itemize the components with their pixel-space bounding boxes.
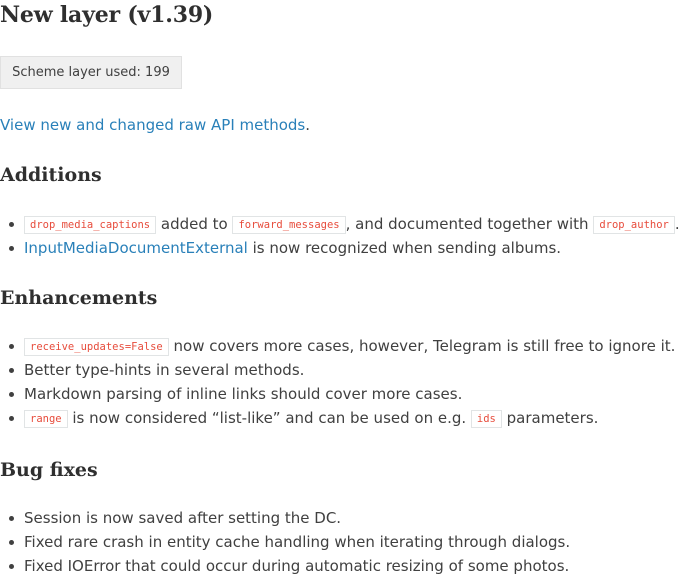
- list-item: Fixed IOError that could occur during automatic resizing of some photos.: [0, 554, 570, 578]
- code-forward-messages: forward_messages: [232, 216, 345, 234]
- enhancements-list: [0, 334, 675, 430]
- additions-heading: Additions: [0, 164, 102, 186]
- code-ids: ids: [471, 410, 502, 428]
- list-item-text: Markdown parsing of inline links should cover more cases.: [24, 385, 463, 403]
- list-item-text: now covers more cases, however, Telegram is still free to ignore it.: [168, 337, 676, 355]
- scheme-layer-note: [0, 56, 182, 89]
- bug-fixes-list: [0, 506, 570, 578]
- additions-list: [0, 212, 680, 260]
- list-item: [0, 334, 675, 358]
- list-item: [0, 382, 675, 406]
- bug-fixes-heading: Bug fixes: [0, 459, 98, 481]
- list-item: Fixed rare crash in entity cache handling when iterating through dialogs.: [0, 530, 570, 554]
- list-item: [0, 236, 680, 260]
- list-item-text: is now considered “list-like” and can be used on e.g.: [67, 409, 471, 427]
- raw-api-methods-link[interactable]: View new and changed raw API methods: [0, 116, 306, 134]
- intro-suffix: .: [305, 116, 311, 134]
- code-drop-media-captions: drop_media_captions: [24, 216, 156, 234]
- list-item-text: is now recognized when sending albums.: [247, 239, 562, 257]
- enhancements-heading: Enhancements: [0, 287, 158, 309]
- list-item: [0, 212, 680, 236]
- list-item: [0, 358, 675, 382]
- list-item: Session is now saved after setting the DC.: [0, 506, 570, 530]
- page-title: New layer (v1.39): [0, 2, 214, 28]
- list-item-text: added to: [156, 215, 233, 233]
- list-item: [0, 406, 675, 430]
- list-item-text: parameters.: [501, 409, 599, 427]
- code-drop-author: drop_author: [593, 216, 675, 234]
- code-receive-updates: receive_updates=False: [24, 338, 169, 356]
- code-range: range: [24, 410, 68, 428]
- input-media-document-external-link[interactable]: InputMediaDocumentExternal: [24, 239, 248, 257]
- list-item-text: Better type-hints in several methods.: [24, 361, 305, 379]
- list-item-text: .: [674, 215, 680, 233]
- scheme-layer-label: Scheme layer used: 199: [12, 65, 170, 80]
- list-item-text: , and documented together with: [345, 215, 594, 233]
- intro-paragraph: [0, 116, 310, 134]
